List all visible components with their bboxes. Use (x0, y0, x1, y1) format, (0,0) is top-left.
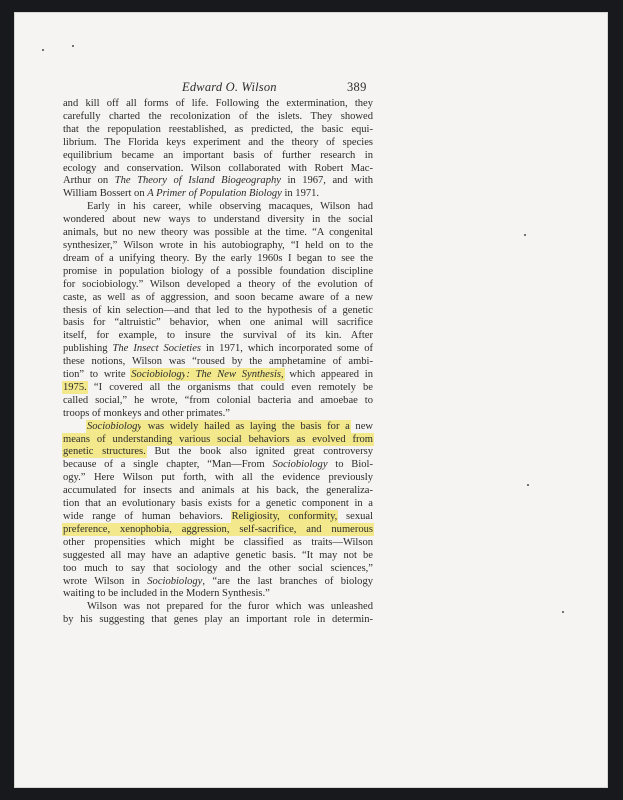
text-line: wide range of human behaviors. Religiosity, conformity, sexual (63, 511, 373, 522)
highlighted-text: genetic structures. (63, 446, 146, 458)
paper-speck (524, 234, 526, 236)
page-number: 389 (347, 80, 367, 94)
text-line: because of a single chapter, “Man—From Sociobiology to Biol- (63, 459, 373, 471)
text-line: Early in his career, while observing macaques, Wilson had (87, 201, 373, 213)
text-line: thesis of kin selection—and that led to the hypothesis of a genetic (63, 304, 373, 316)
text-line: called social,” he wrote, “from colonial bacteria and amoebae to (63, 394, 373, 406)
text-line: for sociobiology.” Wilson developed a theory of the evolution of (63, 278, 373, 290)
highlighted-text: Sociobiology (87, 420, 143, 432)
text-line: animals, but no new theory was possible at the time. “A congenital (63, 227, 373, 239)
text-line: Wilson was not prepared for the furor which was unleashed (87, 601, 373, 613)
text-line: ogy.” Here Wilson put forth, with all the evidence previously (63, 472, 373, 484)
text-line: itself, for example, to insure the survival of its kin. After (63, 330, 373, 342)
text-line: carefully charted the recolonization of the islets. They showed (63, 110, 373, 122)
paper-speck (527, 484, 529, 486)
text-line: publishing The Insect Societies in 1971, which incorporated some of (63, 343, 373, 355)
text-line: Arthur on The Theory of Island Biogeography in 1967, and with (63, 175, 373, 187)
running-head: Edward O. Wilson (182, 80, 277, 94)
text-line: 1975. “I covered all the organisms that could even remotely be (63, 381, 373, 393)
highlighted-text: preference, xenophobia, aggression, self-sacrifice, and numerous (63, 523, 373, 535)
text-line: genetic structures. But the book also ignited great controversy (63, 446, 374, 458)
text-line: by his suggesting that genes play an important role in determin- (63, 614, 373, 626)
text-line: these notions, Wilson was “roused by the amphetamine of ambi- (63, 356, 373, 368)
text-line: too much to say that sociology and the other social sciences,” (63, 562, 373, 574)
text-line: that the repopulation reestablished, as predicted, the basic equi- (63, 123, 373, 135)
text-line: and kill off all forms of life. Following the extermination, they (63, 98, 373, 109)
highlighted-text: means of understanding various social behaviors as evolved from (63, 433, 373, 445)
document-page (14, 12, 608, 788)
text-line: accumulated for insects and animals at his back, the generaliza- (63, 485, 373, 497)
text-line: troops of monkeys and other primates.” (63, 407, 230, 419)
text-line: other propensities which might be classified as traits—Wilson (63, 536, 373, 548)
paper-speck (562, 611, 564, 613)
highlighted-text: : The New Synthesis, (186, 369, 284, 381)
text-line: dream of a unifying theory. By the early 1960s I began to see the (63, 252, 373, 264)
text-line: William Bossert on A Primer of Population Biology in 1971. (63, 188, 320, 200)
page-header (14, 80, 608, 96)
highlighted-text: 1975. (63, 381, 87, 393)
text-line: librium. The Florida keys experiment and the theory of species (63, 136, 373, 148)
highlighted-text: Sociobiology (131, 369, 187, 381)
text-line: basis for “altruistic” behavior, when one animal will sacrifice (63, 317, 373, 329)
text-line: waiting to be included in the Modern Synthesis.” (63, 588, 270, 600)
paper-speck (72, 45, 74, 47)
body-text (63, 98, 373, 627)
text-line: Sociobiology was widely hailed as laying the basis for a new (87, 420, 373, 432)
text-line: promise in population biology of a possible foundation discipline (63, 265, 373, 277)
text-line: wrote Wilson in Sociobiology, “are the last branches of biology (63, 575, 373, 587)
text-line: tion that an evolutionary basis exists for a genetic component in a (63, 498, 373, 510)
text-line: equilibrium became an important basis of further research in (63, 149, 373, 161)
text-line: suggested all may have an adaptive genetic basis. “It may not be (63, 549, 373, 561)
text-line: tion” to write Sociobiology: The New Synthesis, which appeared in (63, 369, 374, 381)
paper-speck (42, 49, 44, 51)
text-line: caste, as well as of aggression, and soon became aware of a new (63, 291, 373, 303)
text-line (63, 524, 373, 537)
text-line: synthesizer,” Wilson wrote in his autobiography, “I held on to the (63, 239, 373, 251)
highlighted-text: Religiosity, conformity, (231, 511, 338, 522)
text-line (63, 434, 373, 447)
text-line: ecology and conservation. Wilson collaborated with Robert Mac- (63, 162, 373, 174)
text-line: wondered about new ways to understand diversity in the social (63, 214, 373, 226)
highlighted-text: was widely hailed as laying the basis for a (142, 420, 350, 432)
